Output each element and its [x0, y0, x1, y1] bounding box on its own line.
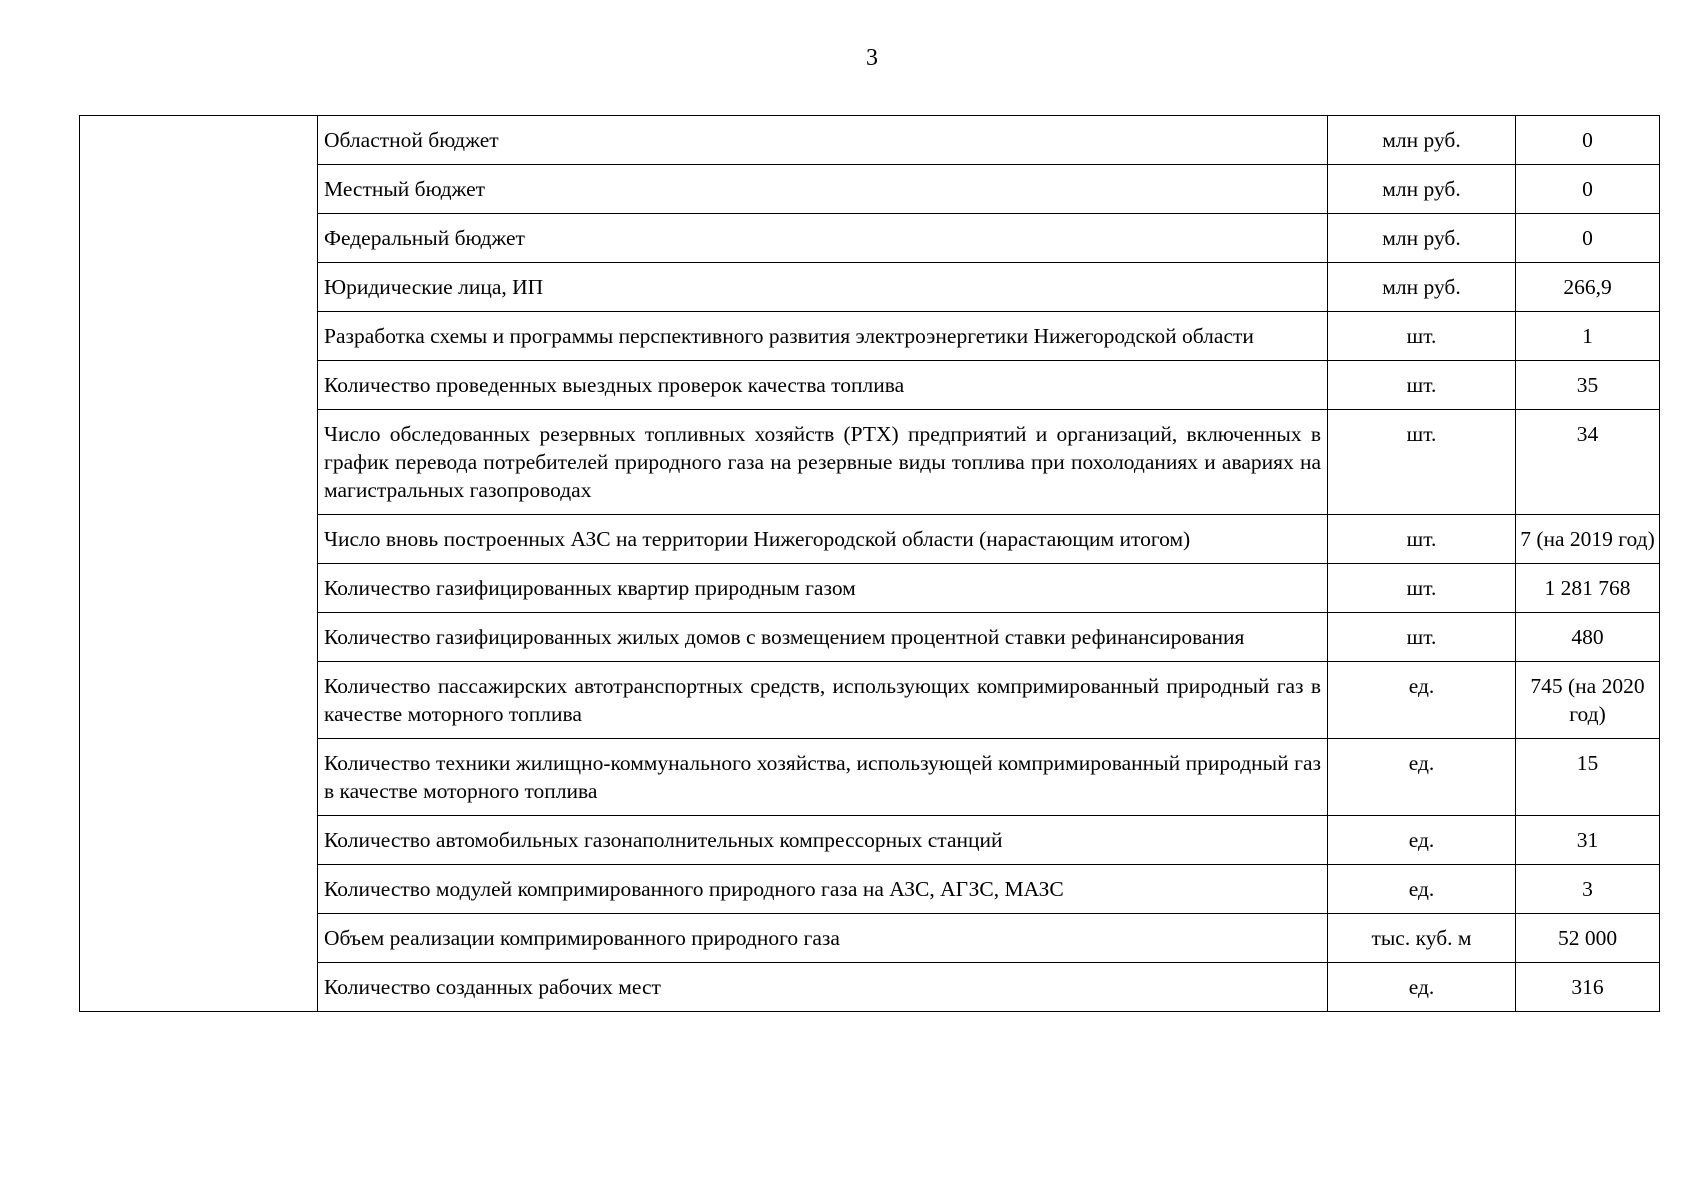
indicator-unit: млн руб. [1328, 116, 1516, 165]
indicator-name: Объем реализации компримированного природного газа [318, 914, 1328, 963]
indicator-name: Количество пассажирских автотранспортных средств, использующих компримированный природный газ в качестве моторного топлива [318, 662, 1328, 739]
indicator-unit: млн руб. [1328, 214, 1516, 263]
indicator-name: Юридические лица, ИП [318, 263, 1328, 312]
indicator-name: Количество модулей компримированного природного газа на АЗС, АГЗС, МАЗС [318, 865, 1328, 914]
indicator-unit: млн руб. [1328, 165, 1516, 214]
indicator-unit: шт. [1328, 515, 1516, 564]
indicator-name: Количество проведенных выездных проверок качества топлива [318, 361, 1328, 410]
indicator-value: 480 [1516, 613, 1660, 662]
indicator-name: Разработка схемы и программы перспективного развития электроэнергетики Нижегородской области [318, 312, 1328, 361]
indicator-unit: ед. [1328, 963, 1516, 1012]
indicator-value: 1 [1516, 312, 1660, 361]
indicator-name: Число вновь построенных АЗС на территории Нижегородской области (нарастающим итогом) [318, 515, 1328, 564]
table-row [80, 116, 1660, 165]
indicator-name: Федеральный бюджет [318, 214, 1328, 263]
indicator-unit: ед. [1328, 865, 1516, 914]
indicator-name: Количество техники жилищно-коммунального хозяйства, использующей компримированный природный газ в качестве моторного топлива [318, 739, 1328, 816]
indicator-name: Количество газифицированных квартир природным газом [318, 564, 1328, 613]
indicator-unit: ед. [1328, 662, 1516, 739]
indicator-unit: шт. [1328, 613, 1516, 662]
indicator-value: 266,9 [1516, 263, 1660, 312]
indicator-value: 34 [1516, 410, 1660, 515]
indicator-unit: шт. [1328, 564, 1516, 613]
indicator-unit: шт. [1328, 312, 1516, 361]
indicator-unit: ед. [1328, 816, 1516, 865]
indicator-value: 745 (на 2020 год) [1516, 662, 1660, 739]
indicator-name: Число обследованных резервных топливных хозяйств (РТХ) предприятий и организаций, включенных в график перевода потребителей природного газа на резервные виды топлива при похолоданиях и авариях на магистральных газопроводах [318, 410, 1328, 515]
indicator-unit: млн руб. [1328, 263, 1516, 312]
indicator-unit: шт. [1328, 361, 1516, 410]
indicator-value: 52 000 [1516, 914, 1660, 963]
indicator-value: 0 [1516, 165, 1660, 214]
indicator-name: Количество газифицированных жилых домов с возмещением процентной ставки рефинансирования [318, 613, 1328, 662]
indicator-value: 316 [1516, 963, 1660, 1012]
indicator-unit: ед. [1328, 739, 1516, 816]
indicator-name: Количество созданных рабочих мест [318, 963, 1328, 1012]
indicator-value: 7 (на 2019 год) [1516, 515, 1660, 564]
indicator-value: 15 [1516, 739, 1660, 816]
indicator-name: Местный бюджет [318, 165, 1328, 214]
indicator-unit: тыс. куб. м [1328, 914, 1516, 963]
indicator-name: Количество автомобильных газонаполнительных компрессорных станций [318, 816, 1328, 865]
indicator-value: 0 [1516, 116, 1660, 165]
indicator-name: Областной бюджет [318, 116, 1328, 165]
indicator-value: 35 [1516, 361, 1660, 410]
empty-first-column [80, 116, 318, 1012]
indicator-value: 31 [1516, 816, 1660, 865]
page-number: 3 [866, 45, 878, 71]
indicator-value: 0 [1516, 214, 1660, 263]
indicator-value: 3 [1516, 865, 1660, 914]
indicator-unit: шт. [1328, 410, 1516, 515]
indicator-value: 1 281 768 [1516, 564, 1660, 613]
indicators-table [79, 115, 1660, 1012]
